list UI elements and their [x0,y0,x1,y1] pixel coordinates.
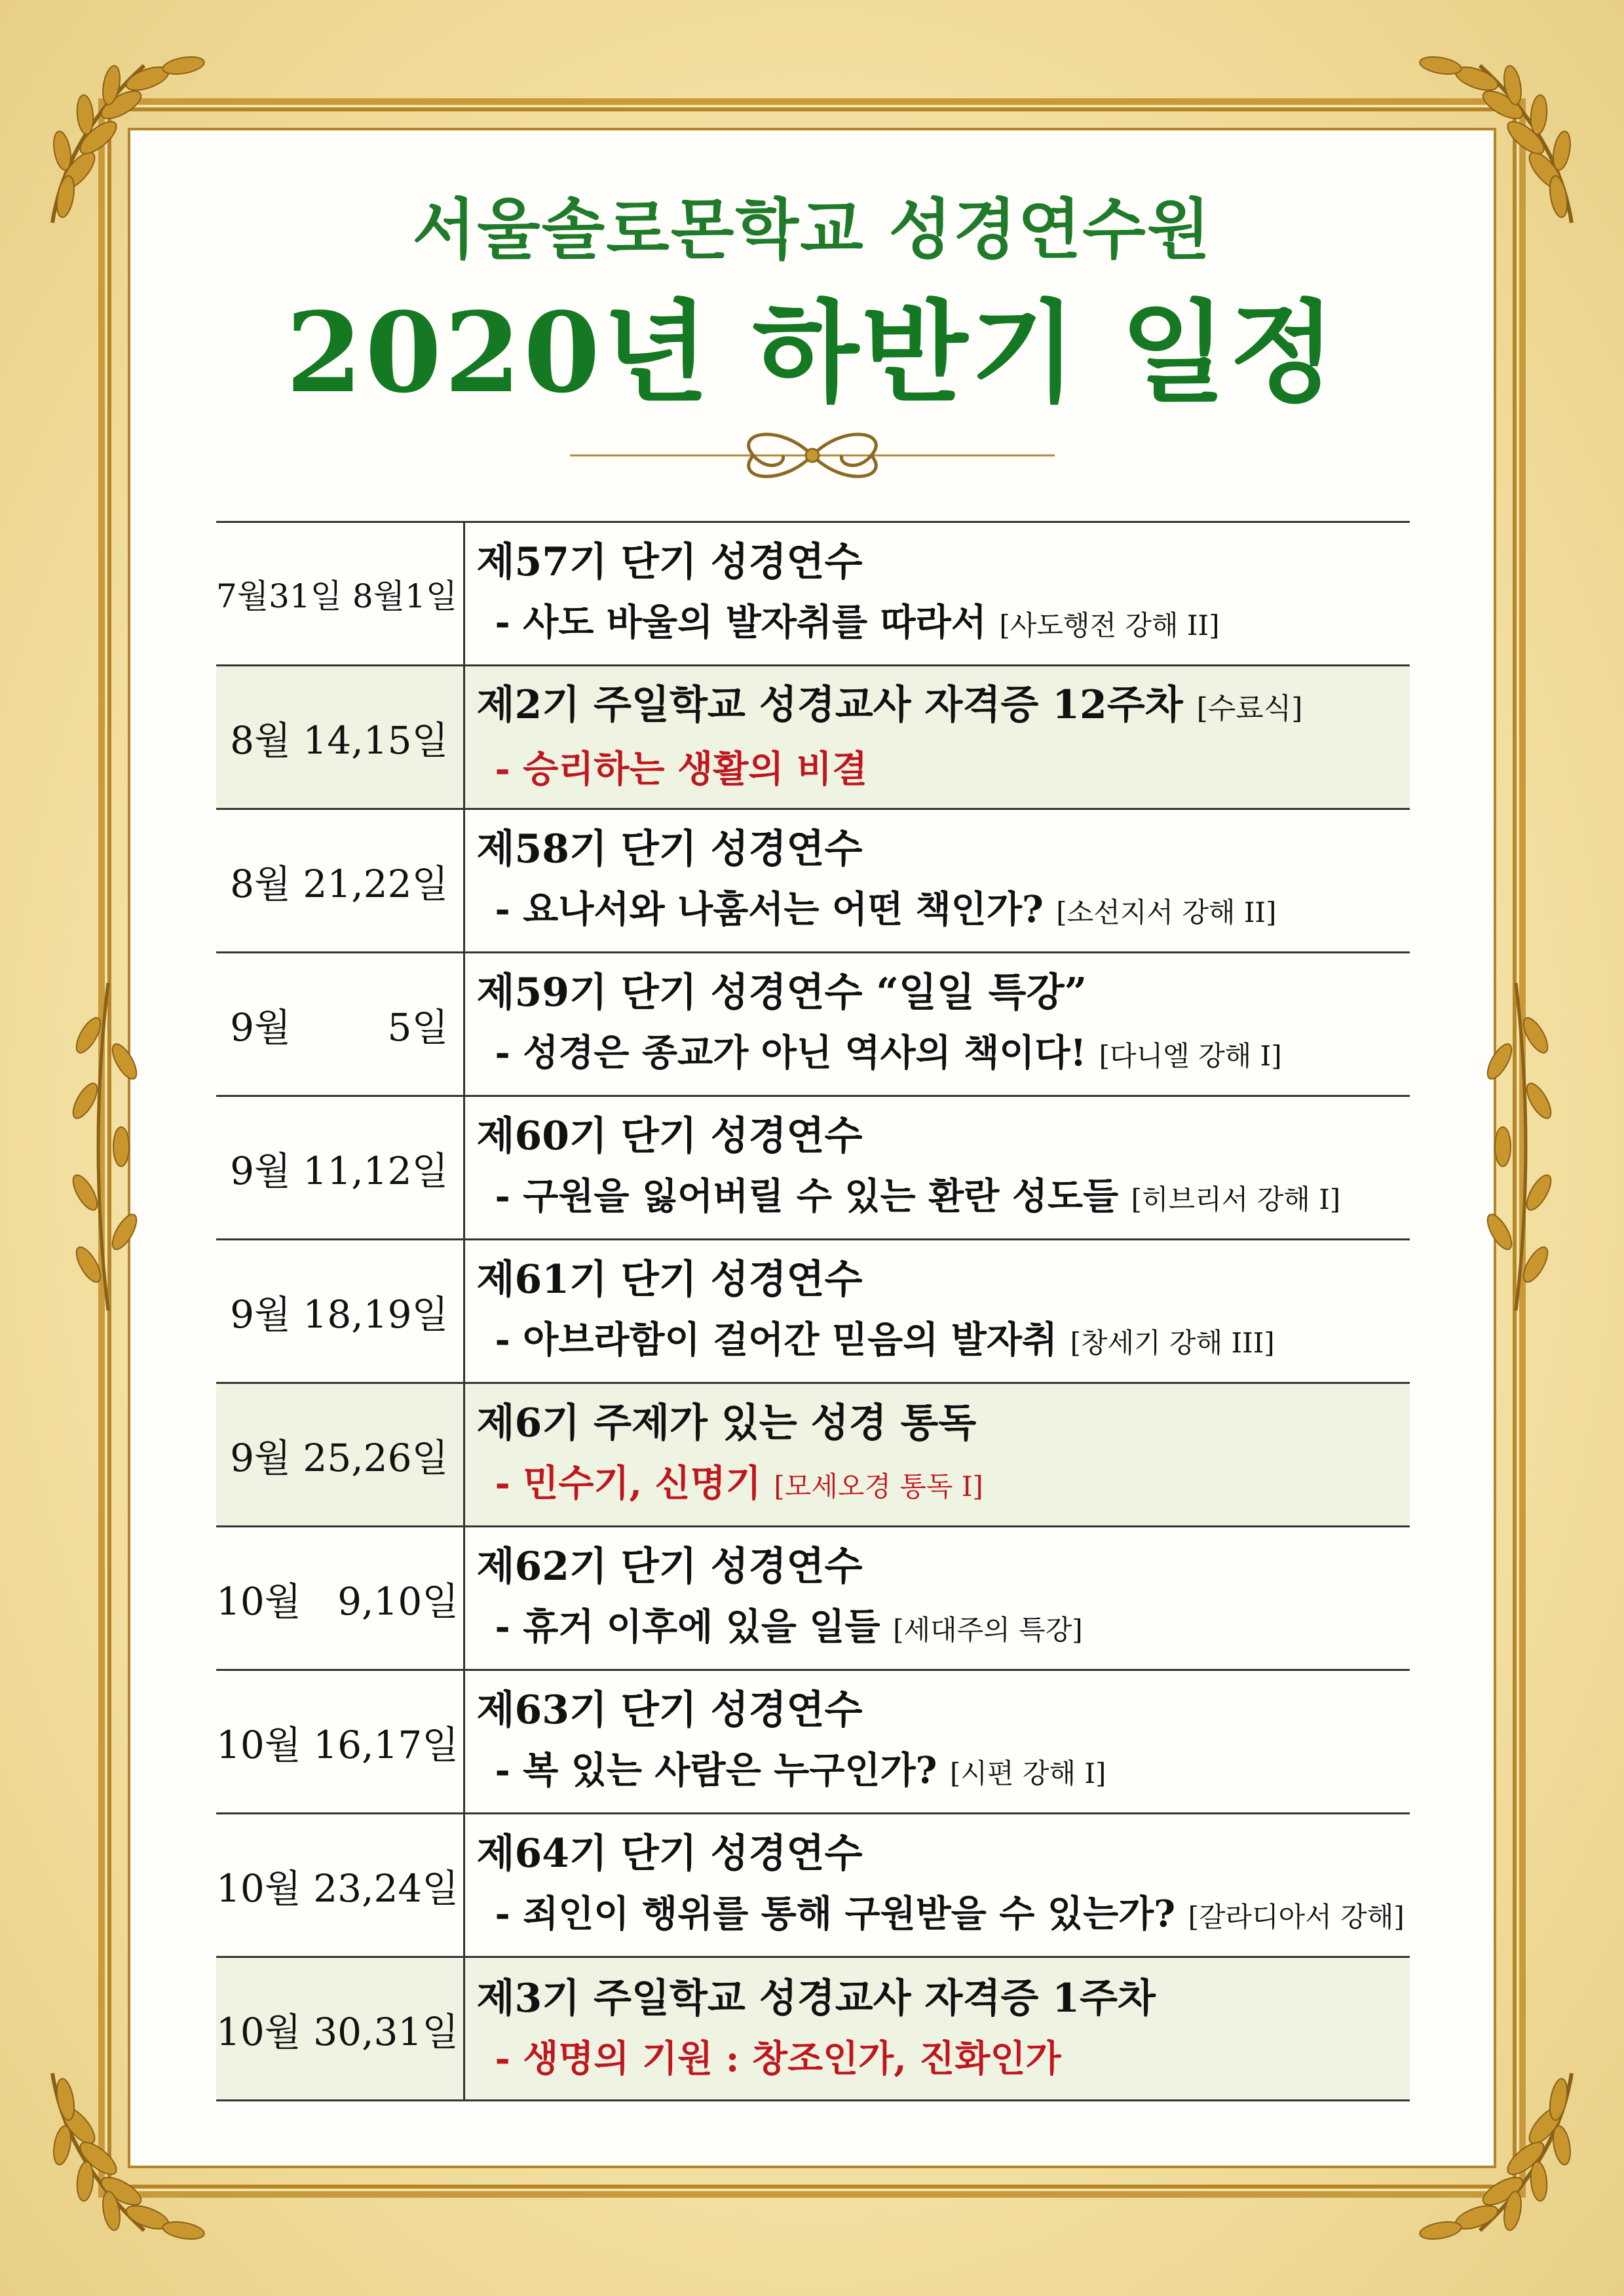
session-description: - 요나서와 나훔서는 어떤 책인가? [495,887,1044,931]
session-title: 제60기 단기 성경연수 [476,1113,863,1159]
session-title: 제62기 단기 성경연수 [476,1543,863,1590]
session-desc-line [477,592,1410,656]
session-title: 제2기 주일학교 성경교사 자격증 12주차 [476,682,1183,728]
session-title: 제3기 주일학교 성경교사 자격증 1주차 [476,1976,1156,2021]
session-title: 제64기 단기 성경연수 [476,1830,863,1877]
schedule-date: 9월 25,26일 [216,1383,464,1527]
flourish-divider-icon [557,419,1068,491]
session-description: - 사도 바울의 발자취를 따라서 [495,600,987,644]
session-title: 제61기 단기 성경연수 [476,1256,863,1303]
schedule-date: 9월 11,12일 [216,1096,464,1240]
session-note: [히브리서 강해 I] [1131,1183,1341,1215]
session-title: 제6기 주제가 있는 성경 통독 [476,1400,977,1446]
session-title: 제59기 단기 성경연수 “일일 특강” [476,969,1087,1016]
session-desc-line [477,1740,1410,1804]
schedule-row [216,666,1410,809]
session-note: [사도행전 강해 II] [999,609,1220,641]
session-description: - 생명의 기원 : 창조인가, 진화인가 [495,2037,1061,2080]
schedule-date: 10월 30,31일 [216,1957,464,2101]
session-note: [갈라디아서 강해] [1188,1900,1405,1933]
session-title-line [477,963,1410,1023]
schedule-row [216,1670,1410,1814]
schedule-row [216,1383,1410,1527]
schedule-content [464,1814,1410,1957]
laurel-side-icon [1470,983,1562,1311]
session-title-line [477,1393,1410,1453]
schedule-table [216,521,1410,2101]
schedule-content [464,809,1410,953]
session-title-line [477,1537,1410,1597]
schedule-content [464,1240,1410,1383]
schedule-content [464,1527,1410,1670]
page-subtitle: 서울솔로몬학교 성경연수원 [412,191,1212,268]
page-title: 2020년 하반기 일정 [286,288,1338,417]
schedule-date: 9월 18,19일 [216,1240,464,1383]
schedule-date: 10월 23,24일 [216,1814,464,1957]
session-desc-line [477,1597,1410,1660]
schedule-content [464,953,1410,1096]
schedule-content [464,522,1410,666]
schedule-date: 8월 21,22일 [216,809,464,953]
schedule-row [216,1814,1410,1957]
session-title-note: [수료식] [1196,692,1303,725]
schedule-row [216,522,1410,666]
session-title-line [477,1968,1410,2029]
session-title: 제57기 단기 성경연수 [476,539,863,585]
session-title: 제63기 단기 성경연수 [476,1687,863,1733]
session-title-line [477,1680,1410,1740]
schedule-date: 7월31일 8월1일 [216,522,464,666]
schedule-row [216,809,1410,953]
schedule-row [216,1527,1410,1670]
session-note: [창세기 강해 III] [1070,1326,1275,1359]
laurel-side-icon [62,983,154,1311]
session-title-line [477,819,1410,879]
schedule-content [464,666,1410,809]
schedule-date: 9월 5일 [216,953,464,1096]
session-description: - 아브라함이 걸어간 믿음의 발자취 [495,1318,1058,1362]
session-desc-line [477,2029,1410,2089]
schedule-content [464,1957,1410,2101]
session-description: - 구원을 잃어버릴 수 있는 환란 성도들 [495,1174,1119,1218]
session-description: - 승리하는 생활의 비결 [495,748,868,791]
schedule-row [216,1957,1410,2101]
session-desc-line [477,1310,1410,1373]
session-title-line [477,532,1410,592]
session-note: [세대주의 특강] [893,1613,1083,1646]
schedule-date: 10월 9,10일 [216,1527,464,1670]
schedule-content [464,1670,1410,1814]
session-note: [소선지서 강해 II] [1056,896,1277,928]
session-description: - 복 있는 사람은 누구인가? [495,1748,937,1792]
schedule-date: 10월 16,17일 [216,1670,464,1814]
schedule-content [464,1096,1410,1240]
schedule-row [216,1240,1410,1383]
session-note: [다니엘 강해 I] [1099,1039,1282,1072]
laurel-corner-icon [1388,2060,1585,2257]
session-note: [시편 강해 I] [950,1757,1106,1789]
session-desc-line [477,1453,1410,1517]
session-title: 제58기 단기 성경연수 [476,826,863,872]
session-description: - 성경은 종교가 아닌 역사의 책이다! [495,1031,1087,1075]
session-desc-line [477,1166,1410,1230]
session-description: - 민수기, 신명기 [495,1461,761,1505]
session-desc-line [477,739,1410,799]
session-desc-line [477,1023,1410,1086]
laurel-corner-icon [39,2060,236,2257]
session-description: - 죄인이 행위를 통해 구원받을 수 있는가? [495,1892,1176,1936]
session-title-line [477,1824,1410,1884]
session-title-line [477,1106,1410,1166]
schedule-content [464,1383,1410,1527]
session-desc-line [477,1884,1410,1947]
schedule-date: 8월 14,15일 [216,666,464,809]
session-desc-line [477,879,1410,943]
session-note: [모세오경 통독 I] [774,1470,983,1502]
schedule-row [216,953,1410,1096]
session-title-line [477,1250,1410,1310]
schedule-row [216,1096,1410,1240]
session-description: - 휴거 이후에 있을 일들 [495,1605,880,1649]
session-title-line [477,675,1410,739]
